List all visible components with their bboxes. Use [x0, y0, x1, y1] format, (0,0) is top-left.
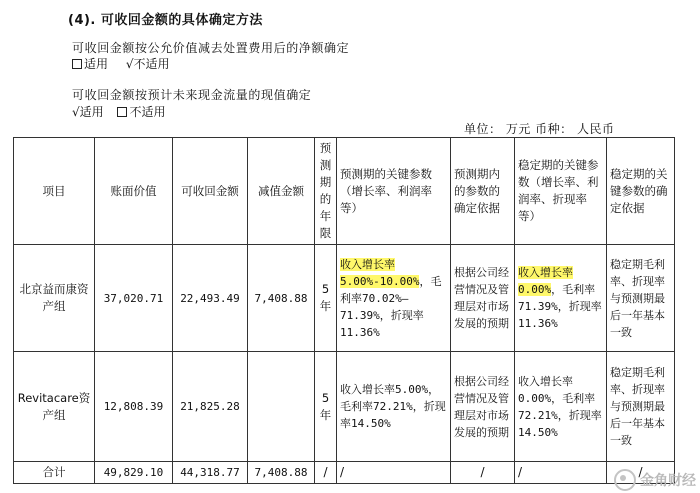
stable-rest: ，毛利率71.39%，折现率11.36%	[518, 283, 602, 330]
highlight-text: 0.00%	[518, 283, 552, 296]
recoverable-amount-table	[13, 137, 675, 484]
checkbox-empty-icon	[117, 107, 127, 117]
header-cell: 项目	[14, 138, 95, 245]
total-impairment: 7,408.88	[248, 462, 315, 484]
forecast-years: 5年	[315, 245, 337, 352]
stable-basis: 稳定期毛利率、折现率与预测期最后一年基本一致	[607, 352, 675, 462]
method1-opt-applicable: 适用	[84, 57, 109, 71]
header-cell: 可收回金额	[173, 138, 248, 245]
method2-opt-applicable: √适用	[72, 105, 104, 119]
impairment-amount: 7,408.88	[248, 245, 315, 352]
highlight-text: 5.00%-10.00%	[340, 274, 420, 288]
section-heading: (4). 可收回金额的具体确定方法	[68, 13, 263, 28]
row-name: 北京益而康资产组	[14, 245, 95, 352]
slash-mark: /	[451, 462, 515, 484]
recoverable-amount: 22,493.49	[173, 245, 248, 352]
header-cell: 账面价值	[95, 138, 173, 245]
header-cell: 预测期的关键参数（增长率、利润率等）	[337, 138, 451, 245]
recoverable-amount: 21,825.28	[173, 352, 248, 462]
method2-opt-not-applicable: 不适用	[129, 105, 166, 119]
total-label: 合计	[14, 462, 95, 484]
header-cell: 预测期的年限	[315, 138, 337, 245]
slash-mark: /	[607, 462, 675, 484]
method2-options	[72, 103, 166, 120]
table-header-row	[14, 138, 675, 245]
book-value: 37,020.71	[95, 245, 173, 352]
total-book-value: 49,829.10	[95, 462, 173, 484]
slash-mark: /	[515, 462, 607, 484]
book-value: 12,808.39	[95, 352, 173, 462]
slash-mark: /	[315, 462, 337, 484]
header-cell: 减值金额	[248, 138, 315, 245]
weibo-logo-icon	[614, 469, 636, 491]
checkbox-empty-icon	[72, 59, 82, 69]
method1-opt-not-applicable: √不适用	[125, 57, 170, 71]
forecast-params	[337, 245, 451, 352]
watermark-text: 金角财经	[640, 473, 696, 489]
forecast-basis: 根据公司经营情况及管理层对市场发展的预期	[451, 245, 515, 352]
impairment-amount	[248, 352, 315, 462]
stable-params: 收入增长率0.00%，毛利率72.21%，折现率14.50%	[515, 352, 607, 462]
header-cell: 预测期内的参数的确定依据	[451, 138, 515, 245]
table-row	[14, 245, 675, 352]
total-recoverable: 44,318.77	[173, 462, 248, 484]
forecast-params: 收入增长率5.00%，毛利率72.21%，折现率14.50%	[337, 352, 451, 462]
table-total-row	[14, 462, 675, 484]
forecast-rest: ，毛利率70.02%—71.39%，折现率11.36%	[340, 274, 442, 339]
forecast-basis: 根据公司经营情况及管理层对市场发展的预期	[451, 352, 515, 462]
header-cell: 稳定期的关键参数的确定依据	[607, 138, 675, 245]
table-row	[14, 352, 675, 462]
forecast-years: 5年	[315, 352, 337, 462]
slash-mark: /	[337, 462, 451, 484]
highlight-text: 收入增长率	[518, 266, 573, 279]
stable-params	[515, 245, 607, 352]
row-name: Revitacare资产组	[14, 352, 95, 462]
method1-text: 可收回金额按公允价值减去处置费用后的净额确定	[72, 41, 350, 55]
method1-options	[72, 55, 170, 72]
stable-basis: 稳定期毛利率、折现率与预测期最后一年基本一致	[607, 245, 675, 352]
method2-text: 可收回金额按预计未来现金流量的现值确定	[72, 88, 312, 102]
watermark	[614, 469, 696, 491]
highlight-text: 收入增长率	[340, 257, 395, 271]
unit-currency-line: 单位： 万元 币种： 人民币	[464, 122, 615, 136]
header-cell: 稳定期的关键参数（增长率、利润率、折现率等）	[515, 138, 607, 245]
